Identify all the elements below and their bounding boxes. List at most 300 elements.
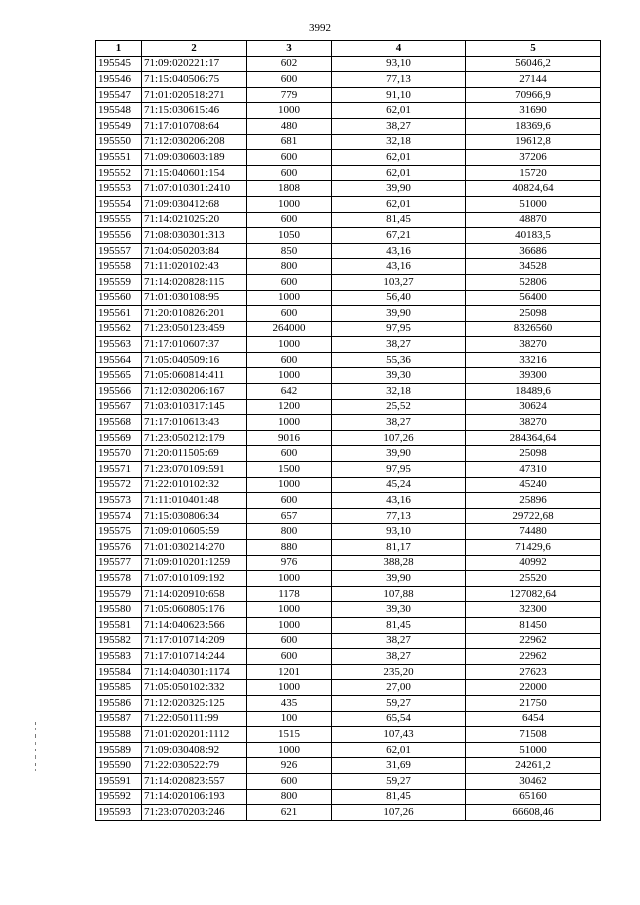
total-cell: 52806 xyxy=(466,274,601,290)
cadastral-number-cell: 71:09:010201:1259 xyxy=(142,555,247,571)
cadastral-number-cell: 71:09:030412:68 xyxy=(142,196,247,212)
price-cell: 59,27 xyxy=(332,695,466,711)
cadastral-number-cell: 71:20:011505:69 xyxy=(142,446,247,462)
price-cell: 107,26 xyxy=(332,430,466,446)
total-cell: 30462 xyxy=(466,773,601,789)
table-row xyxy=(96,493,601,509)
area-cell: 926 xyxy=(247,758,332,774)
table-row xyxy=(96,773,601,789)
row-id-cell: 195556 xyxy=(96,228,142,244)
cadastral-number-cell: 71:09:030603:189 xyxy=(142,150,247,166)
row-id-cell: 195585 xyxy=(96,680,142,696)
cadastral-number-cell: 71:01:020201:1112 xyxy=(142,727,247,743)
table-row xyxy=(96,337,601,353)
cadastral-number-cell: 71:14:020910:658 xyxy=(142,586,247,602)
row-id-cell: 195553 xyxy=(96,181,142,197)
area-cell: 1000 xyxy=(247,368,332,384)
area-cell: 600 xyxy=(247,773,332,789)
cadastral-number-cell: 71:15:030806:34 xyxy=(142,508,247,524)
cadastral-number-cell: 71:23:050212:179 xyxy=(142,430,247,446)
column-header-1: 1 xyxy=(96,41,142,57)
row-id-cell: 195557 xyxy=(96,243,142,259)
total-cell: 74480 xyxy=(466,524,601,540)
table-row xyxy=(96,462,601,478)
price-cell: 62,01 xyxy=(332,103,466,119)
price-cell: 388,28 xyxy=(332,555,466,571)
total-cell: 22000 xyxy=(466,680,601,696)
total-cell: 25896 xyxy=(466,493,601,509)
row-id-cell: 195562 xyxy=(96,321,142,337)
row-id-cell: 195570 xyxy=(96,446,142,462)
cadastral-number-cell: 71:09:010605:59 xyxy=(142,524,247,540)
area-cell: 600 xyxy=(247,150,332,166)
price-cell: 91,10 xyxy=(332,87,466,103)
price-cell: 62,01 xyxy=(332,165,466,181)
table-row xyxy=(96,384,601,400)
area-cell: 1000 xyxy=(247,290,332,306)
cadastral-number-cell: 71:08:030301:313 xyxy=(142,228,247,244)
total-cell: 40824,64 xyxy=(466,181,601,197)
total-cell: 25098 xyxy=(466,446,601,462)
price-cell: 62,01 xyxy=(332,150,466,166)
area-cell: 1000 xyxy=(247,602,332,618)
table-row xyxy=(96,586,601,602)
area-cell: 621 xyxy=(247,805,332,821)
price-cell: 25,52 xyxy=(332,399,466,415)
price-cell: 43,16 xyxy=(332,493,466,509)
table-row xyxy=(96,352,601,368)
table-row xyxy=(96,134,601,150)
price-cell: 39,90 xyxy=(332,571,466,587)
area-cell: 1808 xyxy=(247,181,332,197)
cadastral-number-cell: 71:15:040601:154 xyxy=(142,165,247,181)
table-row xyxy=(96,196,601,212)
table-body xyxy=(96,56,601,820)
total-cell: 65160 xyxy=(466,789,601,805)
price-cell: 81,45 xyxy=(332,617,466,633)
price-cell: 59,27 xyxy=(332,773,466,789)
table-row xyxy=(96,290,601,306)
row-id-cell: 195590 xyxy=(96,758,142,774)
total-cell: 36686 xyxy=(466,243,601,259)
price-cell: 77,13 xyxy=(332,508,466,524)
row-id-cell: 195581 xyxy=(96,617,142,633)
area-cell: 600 xyxy=(247,649,332,665)
area-cell: 1515 xyxy=(247,727,332,743)
cadastral-number-cell: 71:20:010826:201 xyxy=(142,306,247,322)
row-id-cell: 195592 xyxy=(96,789,142,805)
cadastral-number-cell: 71:14:020106:193 xyxy=(142,789,247,805)
table-row xyxy=(96,649,601,665)
price-cell: 103,27 xyxy=(332,274,466,290)
row-id-cell: 195582 xyxy=(96,633,142,649)
price-cell: 107,43 xyxy=(332,727,466,743)
row-id-cell: 195573 xyxy=(96,493,142,509)
price-cell: 39,30 xyxy=(332,368,466,384)
total-cell: 18369,6 xyxy=(466,118,601,134)
row-id-cell: 195586 xyxy=(96,695,142,711)
area-cell: 1050 xyxy=(247,228,332,244)
total-cell: 81450 xyxy=(466,617,601,633)
row-id-cell: 195545 xyxy=(96,56,142,72)
total-cell: 24261,2 xyxy=(466,758,601,774)
area-cell: 264000 xyxy=(247,321,332,337)
cadastral-number-cell: 71:11:010401:48 xyxy=(142,493,247,509)
row-id-cell: 195571 xyxy=(96,462,142,478)
page-number: 3992 xyxy=(309,22,331,34)
table-row xyxy=(96,321,601,337)
table-row xyxy=(96,306,601,322)
area-cell: 100 xyxy=(247,711,332,727)
area-cell: 1000 xyxy=(247,617,332,633)
row-id-cell: 195569 xyxy=(96,430,142,446)
table-row xyxy=(96,571,601,587)
row-id-cell: 195564 xyxy=(96,352,142,368)
table-row xyxy=(96,87,601,103)
table-row xyxy=(96,399,601,415)
cadastral-number-cell: 71:05:060814:411 xyxy=(142,368,247,384)
cadastral-number-cell: 71:17:010708:64 xyxy=(142,118,247,134)
column-header-4: 4 xyxy=(332,41,466,57)
area-cell: 600 xyxy=(247,165,332,181)
price-cell: 93,10 xyxy=(332,56,466,72)
row-id-cell: 195588 xyxy=(96,727,142,743)
area-cell: 600 xyxy=(247,306,332,322)
table-row xyxy=(96,243,601,259)
row-id-cell: 195554 xyxy=(96,196,142,212)
area-cell: 880 xyxy=(247,540,332,556)
table-row xyxy=(96,633,601,649)
total-cell: 27623 xyxy=(466,664,601,680)
total-cell: 18489,6 xyxy=(466,384,601,400)
total-cell: 27144 xyxy=(466,72,601,88)
cadastral-number-cell: 71:05:040509:16 xyxy=(142,352,247,368)
area-cell: 1000 xyxy=(247,571,332,587)
total-cell: 33216 xyxy=(466,352,601,368)
price-cell: 38,27 xyxy=(332,633,466,649)
total-cell: 25098 xyxy=(466,306,601,322)
price-cell: 27,00 xyxy=(332,680,466,696)
row-id-cell: 195565 xyxy=(96,368,142,384)
row-id-cell: 195578 xyxy=(96,571,142,587)
price-cell: 39,90 xyxy=(332,181,466,197)
total-cell: 32300 xyxy=(466,602,601,618)
price-cell: 43,16 xyxy=(332,259,466,275)
total-cell: 29722,68 xyxy=(466,508,601,524)
row-id-cell: 195552 xyxy=(96,165,142,181)
price-cell: 55,36 xyxy=(332,352,466,368)
total-cell: 51000 xyxy=(466,742,601,758)
total-cell: 127082,64 xyxy=(466,586,601,602)
cadastral-table xyxy=(95,40,601,821)
cadastral-number-cell: 71:05:050102:332 xyxy=(142,680,247,696)
row-id-cell: 195572 xyxy=(96,477,142,493)
table-row xyxy=(96,680,601,696)
price-cell: 65,54 xyxy=(332,711,466,727)
total-cell: 40183,5 xyxy=(466,228,601,244)
row-id-cell: 195577 xyxy=(96,555,142,571)
area-cell: 1000 xyxy=(247,742,332,758)
price-cell: 32,18 xyxy=(332,384,466,400)
table-row xyxy=(96,602,601,618)
table-row xyxy=(96,72,601,88)
cadastral-number-cell: 71:14:040301:1174 xyxy=(142,664,247,680)
row-id-cell: 195547 xyxy=(96,87,142,103)
total-cell: 39300 xyxy=(466,368,601,384)
price-cell: 38,27 xyxy=(332,337,466,353)
column-header-5: 5 xyxy=(466,41,601,57)
cadastral-number-cell: 71:17:010607:37 xyxy=(142,337,247,353)
price-cell: 62,01 xyxy=(332,196,466,212)
total-cell: 21750 xyxy=(466,695,601,711)
header-row xyxy=(96,41,601,57)
price-cell: 45,24 xyxy=(332,477,466,493)
table-row xyxy=(96,695,601,711)
table-row xyxy=(96,118,601,134)
area-cell: 1178 xyxy=(247,586,332,602)
total-cell: 15720 xyxy=(466,165,601,181)
table-row xyxy=(96,711,601,727)
cadastral-number-cell: 71:01:020518:271 xyxy=(142,87,247,103)
table-row xyxy=(96,742,601,758)
total-cell: 38270 xyxy=(466,337,601,353)
table-header xyxy=(96,41,601,57)
row-id-cell: 195579 xyxy=(96,586,142,602)
cadastral-number-cell: 71:03:010317:145 xyxy=(142,399,247,415)
price-cell: 77,13 xyxy=(332,72,466,88)
area-cell: 480 xyxy=(247,118,332,134)
total-cell: 25520 xyxy=(466,571,601,587)
row-id-cell: 195548 xyxy=(96,103,142,119)
table-row xyxy=(96,150,601,166)
row-id-cell: 195559 xyxy=(96,274,142,290)
total-cell: 38270 xyxy=(466,415,601,431)
area-cell: 1500 xyxy=(247,462,332,478)
area-cell: 642 xyxy=(247,384,332,400)
row-id-cell: 195560 xyxy=(96,290,142,306)
row-id-cell: 195567 xyxy=(96,399,142,415)
row-id-cell: 195568 xyxy=(96,415,142,431)
area-cell: 9016 xyxy=(247,430,332,446)
area-cell: 976 xyxy=(247,555,332,571)
table-row xyxy=(96,368,601,384)
cadastral-number-cell: 71:04:050203:84 xyxy=(142,243,247,259)
table-row xyxy=(96,664,601,680)
price-cell: 107,88 xyxy=(332,586,466,602)
total-cell: 37206 xyxy=(466,150,601,166)
table-row xyxy=(96,259,601,275)
area-cell: 600 xyxy=(247,633,332,649)
cadastral-number-cell: 71:09:030408:92 xyxy=(142,742,247,758)
area-cell: 657 xyxy=(247,508,332,524)
total-cell: 40992 xyxy=(466,555,601,571)
total-cell: 56400 xyxy=(466,290,601,306)
price-cell: 38,27 xyxy=(332,118,466,134)
total-cell: 51000 xyxy=(466,196,601,212)
cadastral-number-cell: 71:01:030214:270 xyxy=(142,540,247,556)
cadastral-number-cell: 71:07:010301:2410 xyxy=(142,181,247,197)
table-row xyxy=(96,415,601,431)
table-row xyxy=(96,758,601,774)
price-cell: 38,27 xyxy=(332,415,466,431)
area-cell: 600 xyxy=(247,352,332,368)
area-cell: 1201 xyxy=(247,664,332,680)
table-row xyxy=(96,103,601,119)
total-cell: 71429,6 xyxy=(466,540,601,556)
cadastral-number-cell: 71:22:010102:32 xyxy=(142,477,247,493)
cadastral-number-cell: 71:01:030108:95 xyxy=(142,290,247,306)
area-cell: 600 xyxy=(247,446,332,462)
price-cell: 32,18 xyxy=(332,134,466,150)
price-cell: 62,01 xyxy=(332,742,466,758)
total-cell: 19612,8 xyxy=(466,134,601,150)
price-cell: 43,16 xyxy=(332,243,466,259)
table-row xyxy=(96,805,601,821)
total-cell: 6454 xyxy=(466,711,601,727)
price-cell: 39,90 xyxy=(332,446,466,462)
table-row xyxy=(96,617,601,633)
area-cell: 681 xyxy=(247,134,332,150)
cadastral-number-cell: 71:12:030206:208 xyxy=(142,134,247,150)
table-row xyxy=(96,430,601,446)
table-row xyxy=(96,555,601,571)
cadastral-number-cell: 71:14:020828:115 xyxy=(142,274,247,290)
row-id-cell: 195550 xyxy=(96,134,142,150)
table-row xyxy=(96,446,601,462)
price-cell: 39,90 xyxy=(332,306,466,322)
cadastral-number-cell: 71:23:070109:591 xyxy=(142,462,247,478)
table-row xyxy=(96,524,601,540)
row-id-cell: 195566 xyxy=(96,384,142,400)
row-id-cell: 195575 xyxy=(96,524,142,540)
price-cell: 56,40 xyxy=(332,290,466,306)
cadastral-number-cell: 71:14:040623:566 xyxy=(142,617,247,633)
row-id-cell: 195583 xyxy=(96,649,142,665)
cadastral-number-cell: 71:15:030615:46 xyxy=(142,103,247,119)
table-row xyxy=(96,789,601,805)
cadastral-number-cell: 71:12:030206:167 xyxy=(142,384,247,400)
total-cell: 70966,9 xyxy=(466,87,601,103)
table-row xyxy=(96,477,601,493)
cadastral-number-cell: 71:05:060805:176 xyxy=(142,602,247,618)
cadastral-number-cell: 71:14:021025:20 xyxy=(142,212,247,228)
cadastral-number-cell: 71:07:010109:192 xyxy=(142,571,247,587)
price-cell: 39,30 xyxy=(332,602,466,618)
area-cell: 1000 xyxy=(247,415,332,431)
price-cell: 97,95 xyxy=(332,321,466,337)
price-cell: 235,20 xyxy=(332,664,466,680)
cadastral-number-cell: 71:17:010714:209 xyxy=(142,633,247,649)
row-id-cell: 195584 xyxy=(96,664,142,680)
price-cell: 97,95 xyxy=(332,462,466,478)
area-cell: 435 xyxy=(247,695,332,711)
area-cell: 1000 xyxy=(247,103,332,119)
table-row xyxy=(96,212,601,228)
row-id-cell: 195574 xyxy=(96,508,142,524)
price-cell: 81,45 xyxy=(332,212,466,228)
total-cell: 22962 xyxy=(466,633,601,649)
price-cell: 93,10 xyxy=(332,524,466,540)
total-cell: 71508 xyxy=(466,727,601,743)
price-cell: 107,26 xyxy=(332,805,466,821)
cadastral-number-cell: 71:14:020823:557 xyxy=(142,773,247,789)
table-row xyxy=(96,228,601,244)
price-cell: 67,21 xyxy=(332,228,466,244)
total-cell: 8326560 xyxy=(466,321,601,337)
row-id-cell: 195563 xyxy=(96,337,142,353)
cadastral-number-cell: 71:12:020325:125 xyxy=(142,695,247,711)
table-row xyxy=(96,274,601,290)
price-cell: 81,17 xyxy=(332,540,466,556)
area-cell: 1000 xyxy=(247,680,332,696)
area-cell: 1000 xyxy=(247,196,332,212)
total-cell: 34528 xyxy=(466,259,601,275)
row-id-cell: 195546 xyxy=(96,72,142,88)
total-cell: 284364,64 xyxy=(466,430,601,446)
row-id-cell: 195591 xyxy=(96,773,142,789)
area-cell: 800 xyxy=(247,259,332,275)
table-row xyxy=(96,540,601,556)
table-row xyxy=(96,508,601,524)
cadastral-number-cell: 71:17:010714:244 xyxy=(142,649,247,665)
area-cell: 800 xyxy=(247,789,332,805)
area-cell: 600 xyxy=(247,72,332,88)
area-cell: 1000 xyxy=(247,337,332,353)
total-cell: 56046,2 xyxy=(466,56,601,72)
row-id-cell: 195549 xyxy=(96,118,142,134)
area-cell: 600 xyxy=(247,212,332,228)
cadastral-number-cell: 71:22:050111:99 xyxy=(142,711,247,727)
area-cell: 850 xyxy=(247,243,332,259)
cadastral-number-cell: 71:11:020102:43 xyxy=(142,259,247,275)
table-row xyxy=(96,56,601,72)
cadastral-number-cell: 71:23:070203:246 xyxy=(142,805,247,821)
total-cell: 47310 xyxy=(466,462,601,478)
row-id-cell: 195576 xyxy=(96,540,142,556)
price-cell: 31,69 xyxy=(332,758,466,774)
row-id-cell: 195587 xyxy=(96,711,142,727)
column-header-2: 2 xyxy=(142,41,247,57)
price-cell: 38,27 xyxy=(332,649,466,665)
area-cell: 600 xyxy=(247,274,332,290)
total-cell: 31690 xyxy=(466,103,601,119)
total-cell: 22962 xyxy=(466,649,601,665)
total-cell: 66608,46 xyxy=(466,805,601,821)
cadastral-number-cell: 71:09:020221:17 xyxy=(142,56,247,72)
row-id-cell: 195593 xyxy=(96,805,142,821)
row-id-cell: 195558 xyxy=(96,259,142,275)
total-cell: 45240 xyxy=(466,477,601,493)
price-cell: 81,45 xyxy=(332,789,466,805)
margin-scan-marks xyxy=(34,722,38,772)
total-cell: 48870 xyxy=(466,212,601,228)
cadastral-number-cell: 71:23:050123:459 xyxy=(142,321,247,337)
row-id-cell: 195551 xyxy=(96,150,142,166)
row-id-cell: 195555 xyxy=(96,212,142,228)
area-cell: 602 xyxy=(247,56,332,72)
cadastral-number-cell: 71:22:030522:79 xyxy=(142,758,247,774)
table-row xyxy=(96,727,601,743)
row-id-cell: 195589 xyxy=(96,742,142,758)
cadastral-number-cell: 71:17:010613:43 xyxy=(142,415,247,431)
area-cell: 1200 xyxy=(247,399,332,415)
cadastral-number-cell: 71:15:040506:75 xyxy=(142,72,247,88)
area-cell: 1000 xyxy=(247,477,332,493)
area-cell: 600 xyxy=(247,493,332,509)
column-header-3: 3 xyxy=(247,41,332,57)
table-row xyxy=(96,181,601,197)
area-cell: 800 xyxy=(247,524,332,540)
